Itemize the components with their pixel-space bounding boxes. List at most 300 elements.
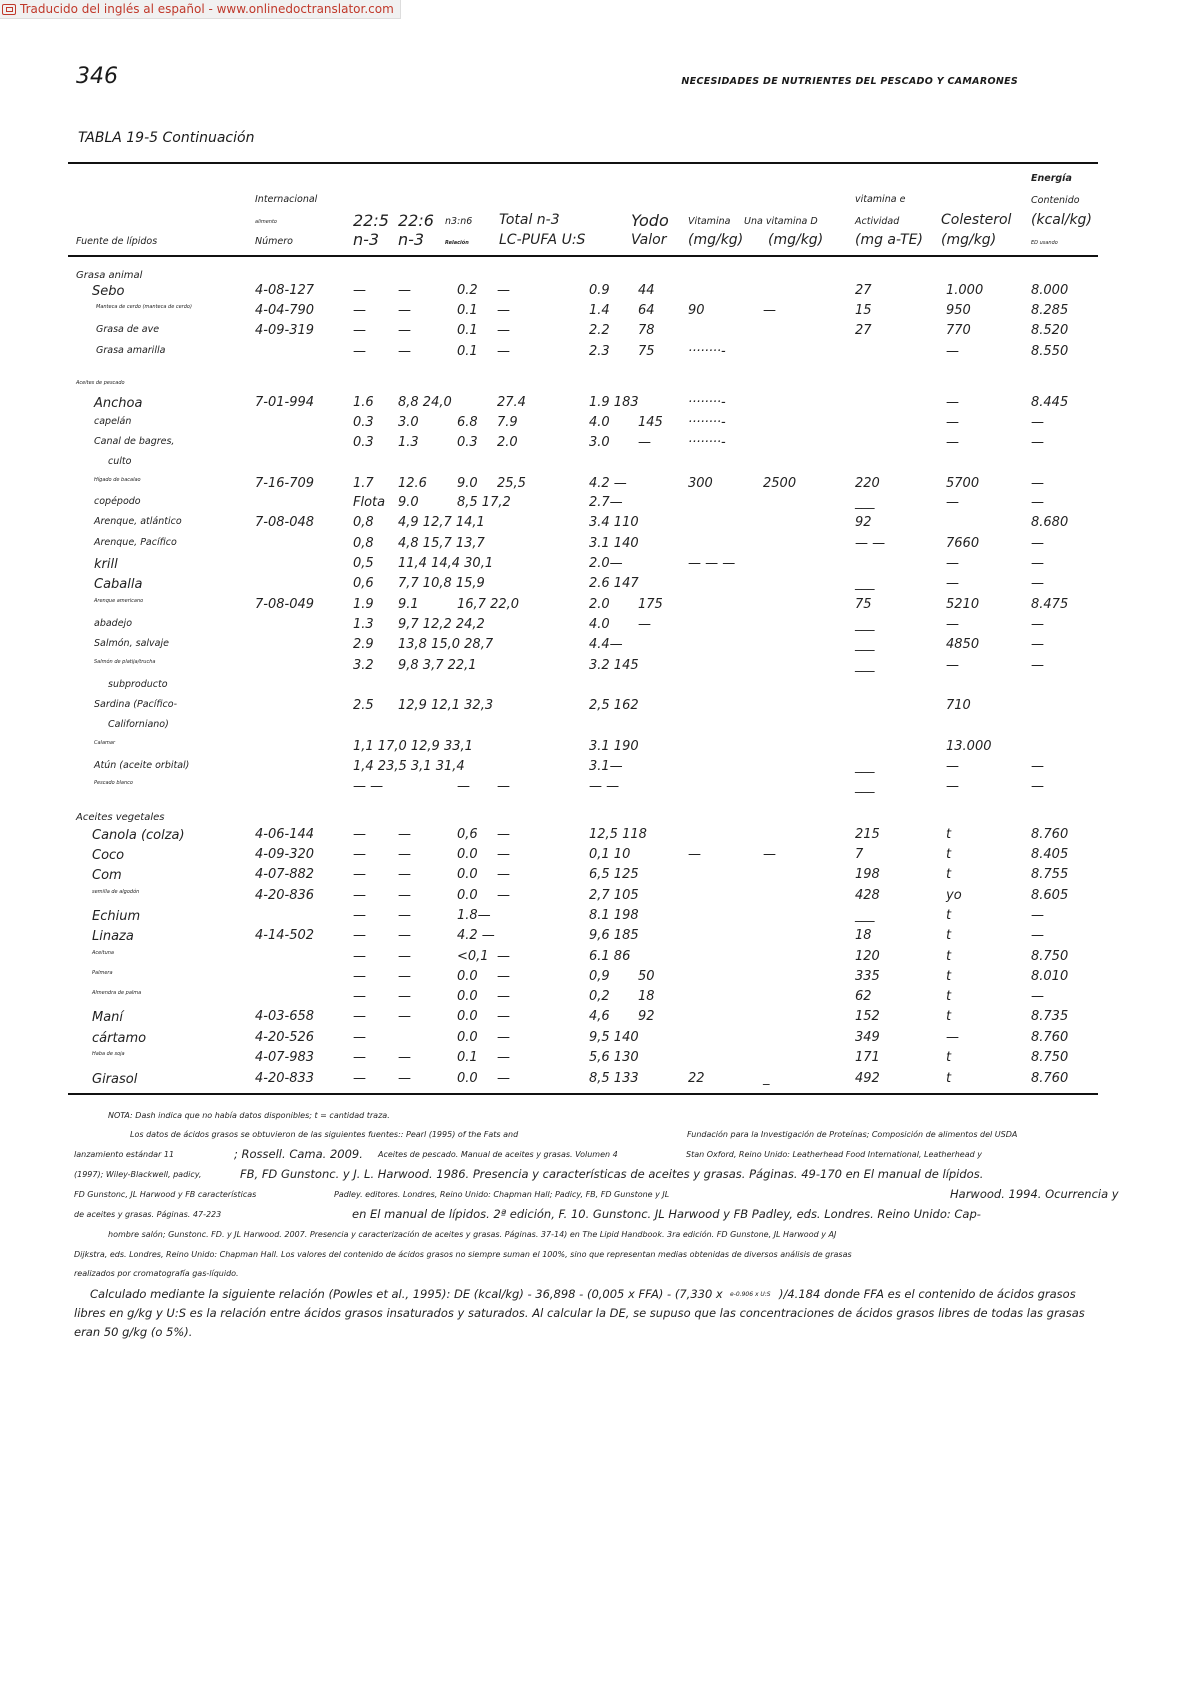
cell-manteca-c: 0.1 <box>457 303 478 318</box>
note-line-10b: e-0.906 x U:S <box>730 1291 771 1298</box>
cell-abadejo-a: 1.3 <box>353 617 374 632</box>
header-yodo: Yodo <box>631 211 669 230</box>
cell-oliva-m: 8.750 <box>1031 949 1069 964</box>
row-name-girasol: Girasol <box>92 1072 138 1087</box>
header-energia-note: ED usando <box>1031 240 1058 246</box>
cell-blanco-c: — <box>457 779 470 794</box>
note-line-2a: Los datos de ácidos grasos se obtuvieron de las siguientes fuentes:: Pearl (1995) of the Fats and <box>130 1130 519 1139</box>
row-name-platija: Salmón de platija/trucha <box>94 659 156 665</box>
cell-soja-m: 8.750 <box>1031 1050 1069 1065</box>
cell-atlantico-m: 8.680 <box>1031 515 1069 530</box>
cell-girasol-k: 492 <box>855 1071 880 1086</box>
cell-anchoa-num: 7-01-994 <box>255 395 315 410</box>
row-name-atlantico: Arenque, atlántico <box>94 516 182 527</box>
cell-girasol-num: 4-20-833 <box>255 1071 315 1086</box>
cell-amarilla-d: — <box>497 344 510 359</box>
cell-echium-c: 1.8— <box>457 908 491 923</box>
cell-pacifico-l: 7660 <box>946 536 980 551</box>
cell-pacifico-m: — <box>1031 536 1044 551</box>
cell-calamar-a: 1,1 17,0 12,9 33,1 <box>353 739 473 754</box>
table-bottom-rule <box>68 1093 1098 1095</box>
cell-mani-e: 4,6 <box>589 1009 610 1024</box>
note-line-9: realizados por cromatografía gas-líquido. <box>74 1269 239 1278</box>
cell-ave-a: — <box>353 323 366 338</box>
cell-cartamo-l: — <box>946 1030 959 1045</box>
cell-sebo-a: — <box>353 283 366 298</box>
cell-mani-d: — <box>497 1009 510 1024</box>
cell-palma-b: — <box>398 969 411 984</box>
row-name-capelan: capelán <box>94 416 132 427</box>
cell-krill-e: 2.0— <box>589 556 623 571</box>
cell-ave-c: 0.1 <box>457 323 478 338</box>
cell-atlantico-num: 7-08-048 <box>255 515 315 530</box>
cell-blanco-a: — — <box>353 779 384 794</box>
cell-sebo-d: — <box>497 283 510 298</box>
cell-cartamo-c: 0.0 <box>457 1030 478 1045</box>
cell-girasol-l: t <box>946 1071 952 1086</box>
cell-mani-b: — <box>398 1009 411 1024</box>
cell-higado-h: 2500 <box>763 476 797 491</box>
row-name-manteca: Manteca de cerdo (manteca de cerdo) <box>96 304 192 310</box>
cell-copepodo-c: 8,5 17,2 <box>457 495 511 510</box>
cell-soja-e: 5,6 130 <box>589 1050 639 1065</box>
row-name-amarilla: Grasa amarilla <box>96 345 166 356</box>
row-name-krill: krill <box>94 557 118 572</box>
cell-mani-m: 8.735 <box>1031 1009 1069 1024</box>
cell-manteca-k: 15 <box>855 303 872 318</box>
note-line-6b: en El manual de lípidos. 2ª edición, F. 10. Gunstonc. JL Harwood y FB Padley, eds. Londres. Reino Unido: Cap- <box>352 1207 981 1221</box>
group-heading-grasa_animal: Grasa animal <box>76 270 143 281</box>
cell-krill-l: — <box>946 556 959 571</box>
cell-linaza-a: — <box>353 928 366 943</box>
header-contenido: Contenido <box>1031 195 1080 206</box>
cell-coco-num: 4-09-320 <box>255 847 315 862</box>
cell-palma-k: 335 <box>855 969 880 984</box>
cell-girasol-e: 8,5 133 <box>589 1071 639 1086</box>
cell-menhaden-b: 9.1 <box>398 597 419 612</box>
note-line-8: Dijkstra, eds. Londres, Reino Unido: Chapman Hall. Los valores del contenido de ácidos grasos no siempre suman el 100%, sino que representan medias obtenidas de diversos análisis de grasas <box>74 1250 852 1259</box>
header-n3n6: n3:n6 <box>445 216 473 227</box>
cell-bagres-l: — <box>946 435 959 450</box>
cell-com-l: t <box>946 867 952 882</box>
cell-girasol-b: — <box>398 1071 411 1086</box>
cell-com-num: 4-07-882 <box>255 867 315 882</box>
cell-linaza-c: 4.2 — <box>457 928 495 943</box>
cell-palmiste-c: 0.0 <box>457 989 478 1004</box>
note-line-3d: Stan Oxford, Reino Unido: Leatherhead Food International, Leatherhead y <box>686 1150 982 1159</box>
cell-atlantico-k: 92 <box>855 515 872 530</box>
cell-abadejo-f: — <box>638 617 651 632</box>
cell-mani-f: 92 <box>638 1009 655 1024</box>
cell-palmiste-d: — <box>497 989 510 1004</box>
cell-sardina-e: 2,5 162 <box>589 698 639 713</box>
cell-manteca-d: — <box>497 303 510 318</box>
cell-amarilla-e: 2.3 <box>589 344 610 359</box>
cell-menhaden-c: 16,7 22,0 <box>457 597 520 612</box>
header-lcpufa: LC-PUFA U:S <box>499 232 586 248</box>
cell-oliva-l: t <box>946 949 952 964</box>
translate-icon <box>2 4 16 15</box>
cell-echium-l: t <box>946 908 952 923</box>
cell-sebo-num: 4-08-127 <box>255 283 315 298</box>
cell-canola-b: — <box>398 827 411 842</box>
cell-copepodo-l: — <box>946 495 959 510</box>
cell-capelan-d: 7.9 <box>497 415 518 430</box>
cell-abadejo-k: ___ <box>855 617 875 632</box>
cell-platija-m: — <box>1031 658 1044 673</box>
cell-higado-g: 300 <box>688 476 713 491</box>
cell-coco-k: 7 <box>855 847 864 862</box>
cell-copepodo-b: 9.0 <box>398 495 419 510</box>
cell-coco-m: 8.405 <box>1031 847 1069 862</box>
cell-canola-m: 8.760 <box>1031 827 1069 842</box>
note-line-5c: Harwood. 1994. Ocurrencia y <box>950 1187 1119 1201</box>
cell-coco-e: 0,1 10 <box>589 847 631 862</box>
cell-sardina-l: 710 <box>946 698 971 713</box>
row-name-cont-platija: subproducto <box>108 679 168 690</box>
note-line-6a: de aceites y grasas. Páginas. 47-223 <box>74 1210 222 1219</box>
note-line-12: eran 50 g/kg (o 5%). <box>74 1325 193 1339</box>
cell-coco-l: t <box>946 847 952 862</box>
cell-sardina-a: 2.5 <box>353 698 374 713</box>
cell-salmon-k: ___ <box>855 637 875 652</box>
cell-palmiste-a: — <box>353 989 366 1004</box>
cell-bagres-f: — <box>638 435 651 450</box>
header-colesterol-unit: (mg/kg) <box>941 232 997 248</box>
row-name-mani: Maní <box>92 1010 124 1025</box>
cell-sebo-f: 44 <box>638 283 655 298</box>
header-vitamina-a: Vitamina <box>688 216 731 227</box>
cell-oliva-d: — <box>497 949 510 964</box>
cell-caballa-l: — <box>946 576 959 591</box>
cell-capelan-m: — <box>1031 415 1044 430</box>
cell-ave-b: — <box>398 323 411 338</box>
cell-abadejo-l: — <box>946 617 959 632</box>
cell-mani-k: 152 <box>855 1009 880 1024</box>
cell-palma-m: 8.010 <box>1031 969 1069 984</box>
cell-echium-e: 8.1 198 <box>589 908 639 923</box>
cell-higado-num: 7-16-709 <box>255 476 315 491</box>
cell-mani-a: — <box>353 1009 366 1024</box>
cell-menhaden-e: 2.0 <box>589 597 610 612</box>
cell-com-m: 8.755 <box>1031 867 1069 882</box>
cell-manteca-a: — <box>353 303 366 318</box>
cell-sebo-e: 0.9 <box>589 283 610 298</box>
row-name-pacifico: Arenque, Pacífico <box>94 537 177 548</box>
cell-palma-d: — <box>497 969 510 984</box>
cell-caballa-e: 2.6 147 <box>589 576 639 591</box>
row-name-palmiste: Almendra de palma <box>92 990 142 996</box>
cell-higado-m: — <box>1031 476 1044 491</box>
cell-caballa-m: — <box>1031 576 1044 591</box>
cell-soja-num: 4-07-983 <box>255 1050 315 1065</box>
cell-cartamo-k: 349 <box>855 1030 880 1045</box>
cell-girasol-a: — <box>353 1071 366 1086</box>
cell-girasol-g: 22 <box>688 1071 705 1086</box>
cell-capelan-c: 6.8 <box>457 415 478 430</box>
cell-coco-a: — <box>353 847 366 862</box>
note-line-10c: )/4.184 donde FFA es el contenido de ácidos grasos <box>779 1287 1076 1301</box>
cell-ave-d: — <box>497 323 510 338</box>
cell-palmiste-m: — <box>1031 989 1044 1004</box>
cell-amarilla-g: ········- <box>688 344 726 359</box>
cell-algodon-m: 8.605 <box>1031 888 1069 903</box>
note-line-11: libres en g/kg y U:S es la relación entre ácidos grasos insaturados y saturados. Al calcular la DE, se supuso que las concentraciones de ácidos grasos libres de todas las grasas <box>74 1306 1085 1320</box>
cell-canola-l: t <box>946 827 952 842</box>
cell-atlantico-b: 4,9 12,7 14,1 <box>398 515 485 530</box>
cell-blanco-l: — <box>946 779 959 794</box>
cell-palma-c: 0.0 <box>457 969 478 984</box>
cell-higado-k: 220 <box>855 476 880 491</box>
cell-salmon-e: 4.4— <box>589 637 623 652</box>
cell-sebo-c: 0.2 <box>457 283 478 298</box>
cell-caballa-k: ___ <box>855 576 875 591</box>
cell-mani-c: 0.0 <box>457 1009 478 1024</box>
cell-blanco-m: — <box>1031 779 1044 794</box>
cell-linaza-m: — <box>1031 928 1044 943</box>
header-colesterol: Colesterol <box>941 212 1012 228</box>
cell-palma-a: — <box>353 969 366 984</box>
cell-atun-a: 1,4 23,5 3,1 31,4 <box>353 759 465 774</box>
cell-pacifico-e: 3.1 140 <box>589 536 639 551</box>
cell-capelan-l: — <box>946 415 959 430</box>
cell-soja-k: 171 <box>855 1050 880 1065</box>
cell-mani-l: t <box>946 1009 952 1024</box>
cell-platija-b: 9,8 3,7 22,1 <box>398 658 477 673</box>
cell-ave-num: 4-09-319 <box>255 323 315 338</box>
header-vit-d-unit: (mg/kg) <box>768 232 824 248</box>
cell-higado-c: 9.0 <box>457 476 478 491</box>
cell-palmiste-l: t <box>946 989 952 1004</box>
cell-linaza-k: 18 <box>855 928 872 943</box>
cell-pacifico-k: — — <box>855 536 886 551</box>
row-name-coco: Coco <box>92 848 125 863</box>
cell-oliva-b: — <box>398 949 411 964</box>
cell-menhaden-k: 75 <box>855 597 872 612</box>
cell-canola-num: 4-06-144 <box>255 827 315 842</box>
cell-algodon-a: — <box>353 888 366 903</box>
cell-menhaden-m: 8.475 <box>1031 597 1069 612</box>
cell-girasol-h: _ <box>763 1071 770 1086</box>
cell-girasol-m: 8.760 <box>1031 1071 1069 1086</box>
cell-soja-c: 0.1 <box>457 1050 478 1065</box>
cell-capelan-g: ········- <box>688 415 726 430</box>
row-name-canola: Canola (colza) <box>92 828 185 843</box>
cell-sardina-b: 12,9 12,1 32,3 <box>398 698 494 713</box>
cell-bagres-d: 2.0 <box>497 435 518 450</box>
cell-blanco-d: — <box>497 779 510 794</box>
cell-sebo-m: 8.000 <box>1031 283 1069 298</box>
row-name-anchoa: Anchoa <box>94 396 143 411</box>
cell-com-d: — <box>497 867 510 882</box>
row-name-bagres: Canal de bagres, <box>94 436 175 447</box>
cell-com-b: — <box>398 867 411 882</box>
header-226-n3: n-3 <box>398 230 425 249</box>
cell-palma-e: 0,9 <box>589 969 610 984</box>
cell-abadejo-m: — <box>1031 617 1044 632</box>
note-line-3a: lanzamiento estándar 11 <box>74 1150 175 1159</box>
cell-cartamo-d: — <box>497 1030 510 1045</box>
cell-bagres-e: 3.0 <box>589 435 610 450</box>
row-name-higado: Hígado de bacalao <box>94 477 141 483</box>
cell-platija-e: 3.2 145 <box>589 658 639 673</box>
cell-cartamo-e: 9,5 140 <box>589 1030 639 1045</box>
cell-algodon-b: — <box>398 888 411 903</box>
cell-capelan-a: 0.3 <box>353 415 374 430</box>
cell-coco-h: — <box>763 847 776 862</box>
cell-algodon-e: 2,7 105 <box>589 888 639 903</box>
cell-manteca-num: 4-04-790 <box>255 303 315 318</box>
cell-blanco-e: — — <box>589 779 620 794</box>
cell-manteca-e: 1.4 <box>589 303 610 318</box>
translator-banner[interactable] <box>0 0 401 19</box>
cell-palmiste-e: 0,2 <box>589 989 610 1004</box>
cell-platija-k: ___ <box>855 658 875 673</box>
cell-atun-e: 3.1— <box>589 759 623 774</box>
cell-oliva-a: — <box>353 949 366 964</box>
cell-platija-a: 3.2 <box>353 658 374 673</box>
cell-girasol-d: — <box>497 1071 510 1086</box>
group-heading-aceites_pescado: Aceites de pescado <box>76 380 125 386</box>
note-line-2b: Fundación para la Investigación de Proteínas; Composición de alimentos del USDA <box>687 1130 1018 1139</box>
cell-calamar-l: 13.000 <box>946 739 992 754</box>
cell-atlantico-a: 0,8 <box>353 515 374 530</box>
cell-linaza-num: 4-14-502 <box>255 928 315 943</box>
cell-calamar-e: 3.1 190 <box>589 739 639 754</box>
row-name-algodon: semilla de algodón <box>92 889 140 895</box>
cell-canola-k: 215 <box>855 827 880 842</box>
cell-salmon-b: 13,8 15,0 28,7 <box>398 637 494 652</box>
cell-copepodo-e: 2.7— <box>589 495 623 510</box>
cell-abadejo-b: 9,7 12,2 24,2 <box>398 617 485 632</box>
cell-higado-d: 25,5 <box>497 476 526 491</box>
header-relacion: Relación <box>445 240 469 246</box>
cell-algodon-k: 428 <box>855 888 880 903</box>
cell-bagres-m: — <box>1031 435 1044 450</box>
cell-ave-k: 27 <box>855 323 872 338</box>
cell-cartamo-a: — <box>353 1030 366 1045</box>
cell-cartamo-m: 8.760 <box>1031 1030 1069 1045</box>
cell-linaza-b: — <box>398 928 411 943</box>
cell-salmon-a: 2.9 <box>353 637 374 652</box>
header-total: Total n-3 <box>499 212 560 228</box>
cell-coco-c: 0.0 <box>457 847 478 862</box>
cell-sebo-k: 27 <box>855 283 872 298</box>
cell-canola-c: 0,6 <box>457 827 478 842</box>
header-internacional: Internacional <box>255 194 318 205</box>
header-actividad: Actividad <box>855 216 900 227</box>
header-bottom-rule <box>68 255 1098 257</box>
cell-soja-a: — <box>353 1050 366 1065</box>
cell-algodon-d: — <box>497 888 510 903</box>
note-line-10a: Calculado mediante la siguiente relación (Powles et al., 1995): DE (kcal/kg) - 36,898 - (0,005 x FFA) - (7,330 x <box>90 1287 723 1301</box>
cell-algodon-l: yo <box>946 888 962 903</box>
cell-capelan-b: 3.0 <box>398 415 419 430</box>
cell-higado-l: 5700 <box>946 476 980 491</box>
cell-com-k: 198 <box>855 867 880 882</box>
cell-ave-l: 770 <box>946 323 971 338</box>
note-line-3b: ; Rossell. Cama. 2009. <box>234 1147 363 1161</box>
row-name-caballa: Caballa <box>94 577 143 592</box>
cell-krill-a: 0,5 <box>353 556 374 571</box>
cell-com-a: — <box>353 867 366 882</box>
row-name-sardina: Sardina (Pacífico- <box>94 699 178 710</box>
cell-amarilla-l: — <box>946 344 959 359</box>
cell-atun-m: — <box>1031 759 1044 774</box>
cell-anchoa-g: ········- <box>688 395 726 410</box>
cell-anchoa-b: 8,8 24,0 <box>398 395 452 410</box>
cell-manteca-m: 8.285 <box>1031 303 1069 318</box>
cell-bagres-a: 0.3 <box>353 435 374 450</box>
header-vitamina-d: Una vitamina D <box>744 216 818 227</box>
cell-platija-l: — <box>946 658 959 673</box>
table-title: TABLA 19-5 Continuación <box>78 130 255 146</box>
cell-echium-k: ___ <box>855 908 875 923</box>
cell-krill-g: — — — <box>688 556 736 571</box>
note-line-5a: FD Gunstonc, JL Harwood y FB características <box>74 1190 257 1199</box>
cell-ave-m: 8.520 <box>1031 323 1069 338</box>
row-name-cont-bagres: culto <box>108 456 132 467</box>
row-name-sebo: Sebo <box>92 284 125 299</box>
cell-algodon-num: 4-20-836 <box>255 888 315 903</box>
cell-pacifico-b: 4,8 15,7 13,7 <box>398 536 485 551</box>
cell-menhaden-num: 7-08-049 <box>255 597 315 612</box>
page-number: 346 <box>76 64 118 89</box>
cell-girasol-c: 0.0 <box>457 1071 478 1086</box>
cell-salmon-l: 4850 <box>946 637 980 652</box>
note-line-4b: FB, FD Gunstonc. y J. L. Harwood. 1986. Presencia y características de aceites y grasas. Páginas. 49-170 en El manual de lípidos. <box>240 1167 984 1181</box>
note-line-3c: Aceites de pescado. Manual de aceites y grasas. Volumen 4 <box>378 1150 618 1159</box>
group-heading-aceites_vegetales: Aceites vegetales <box>76 812 165 823</box>
cell-capelan-e: 4.0 <box>589 415 610 430</box>
cell-copepodo-k: ___ <box>855 495 875 510</box>
row-name-menhaden: Arenque americano <box>94 598 144 604</box>
header-alimento: alimento <box>255 219 277 225</box>
cell-coco-g: — <box>688 847 701 862</box>
cell-amarilla-f: 75 <box>638 344 655 359</box>
cell-oliva-c: <0,1 <box>457 949 489 964</box>
cell-anchoa-a: 1.6 <box>353 395 374 410</box>
note-line-4a: (1997); Wiley-Blackwell, padicy, <box>74 1170 202 1179</box>
running-head: NECESIDADES DE NUTRIENTES DEL PESCADO Y CAMARONES <box>681 76 1018 87</box>
header-numero: Número <box>255 236 293 247</box>
cell-bagres-b: 1.3 <box>398 435 419 450</box>
cell-higado-a: 1.7 <box>353 476 374 491</box>
cell-anchoa-m: 8.445 <box>1031 395 1069 410</box>
header-valor: Valor <box>631 232 667 248</box>
banner-text: Traducido del inglés al español - www.onlinedoctranslator.com <box>20 2 394 16</box>
cell-canola-a: — <box>353 827 366 842</box>
cell-soja-l: t <box>946 1050 952 1065</box>
row-name-echium: Echium <box>92 909 141 924</box>
header-226: 22:6 <box>398 211 434 230</box>
cell-soja-d: — <box>497 1050 510 1065</box>
cell-krill-m: — <box>1031 556 1044 571</box>
row-name-oliva: Aceituna <box>92 950 114 956</box>
cell-mani-num: 4-03-658 <box>255 1009 315 1024</box>
cell-soja-b: — <box>398 1050 411 1065</box>
table-top-rule <box>68 162 1098 164</box>
cell-caballa-a: 0,6 <box>353 576 374 591</box>
row-name-cartamo: cártamo <box>92 1031 147 1046</box>
cell-manteca-f: 64 <box>638 303 655 318</box>
header-225: 22:5 <box>353 211 389 230</box>
header-vit-a-unit: (mg/kg) <box>688 232 744 248</box>
row-name-com: Com <box>92 868 122 883</box>
note-line-7: hombre salón; Gunstonc. FD. y JL Harwood. 2007. Presencia y caracterización de aceites y grasas. Páginas. 37-14) en The Lipid Handbook. 3ra edición. FD Gunstone, JL Harwood y AJ <box>108 1230 837 1239</box>
row-name-salmon: Salmón, salvaje <box>94 638 169 649</box>
cell-palmiste-k: 62 <box>855 989 872 1004</box>
